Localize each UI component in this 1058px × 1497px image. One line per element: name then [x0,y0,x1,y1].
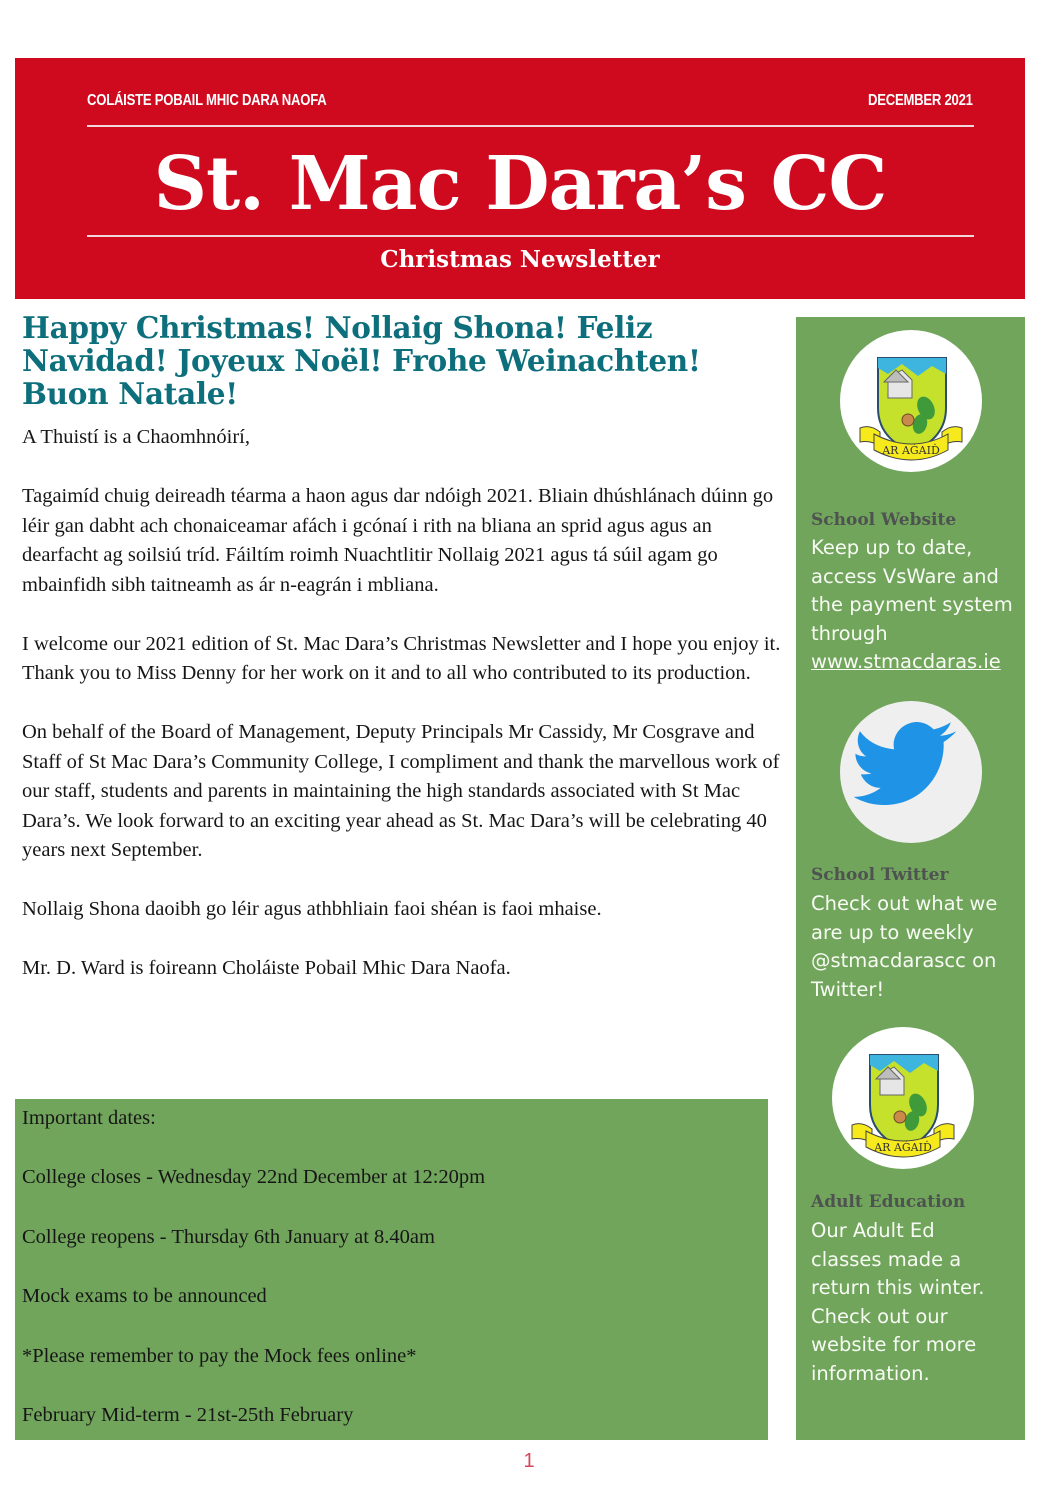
letter-salutation: A Thuistí is a Chaomhnóirí, [22,426,250,448]
school-name: COLÁISTE POBAIL MHIC DARA NAOFA [87,92,327,109]
newsletter-subtitle: Christmas Newsletter [380,246,660,273]
date-item: College closes - Wednesday 22nd December at 12:20pm [22,1166,486,1188]
letter-paragraph-welcome: I welcome our 2021 edition of St. Mac Dara’s Christmas Newsletter and I hope you enjoy it. Thank you to Miss Denny for her work on it and to all who contributed to its production. [22,632,781,684]
date-item: Mock exams to be announced [22,1285,267,1307]
twitter-handle: @stmacdarascc on [811,949,997,972]
twitter-bird-icon [840,701,982,843]
header-divider-bottom [87,235,974,237]
letter-paragraph-wishes: Nollaig Shona daoibh go léir agus athbhliain faoi shéan is faoi mhaise. [22,898,602,920]
school-crest-icon [832,1027,974,1169]
page-number: 1 [523,1450,535,1472]
newsletter-title: St. Mac Dara’s CC [153,141,887,227]
twitter-section-text: Check out what we are up to weekly @stmacdarascc on Twitter! [811,890,1021,1004]
date-item: February Mid-term - 21st-25th February [22,1404,354,1426]
date-item: College reopens - Thursday 6th January at 8.40am [22,1226,435,1248]
website-section-text: Keep up to date, access VsWare and the payment system through www.stmacdaras.ie [811,534,1021,677]
letter-paragraph-irish: Tagaimíd chuig deireadh téarma a haon agus dar ndóigh 2021. Bliain dhúshlánach dúinn go léir gan dabht ach chonaiceamar afách i gcónaí i rith na bliana an sprid agus agus an dearfacht ag soilsiú tríd. Fáiltím roimh Nuachtlitir Nollaig 2021 agus tá súil agam go mbainfidh sibh taitneamh as ár n-eagrán i mbliana. [22,485,774,596]
school-website-link[interactable]: www.stmacdaras.ie [811,650,1001,673]
letter-body [22,423,787,984]
svg-text:AR AĠAIḊ: AR AĠAIḊ [882,444,940,457]
website-section-heading: School Website [811,510,957,530]
svg-text:AR AĠAIḊ: AR AĠAIḊ [874,1141,932,1154]
letter-signature: Mr. D. Ward is foireann Choláiste Pobail Mhic Dara Naofa. [22,957,511,979]
principal-letter [22,311,787,1013]
important-dates-title: Important dates: [22,1107,156,1129]
date-item: *Please remember to pay the Mock fees online* [22,1345,417,1367]
adult-education-text: Our Adult Ed classes made a return this winter. Check out our website for more information. [811,1219,985,1385]
adult-education-heading: Adult Education [811,1192,966,1212]
christmas-greeting-heading: Happy Christmas! Nollaig Shona! Feliz Navidad! Joyeux Noël! Frohe Weinachten! Buon Natale! [22,310,701,411]
twitter-section-heading: School Twitter [811,865,949,885]
school-crest-icon [840,330,982,472]
info-sidebar [796,317,1025,1440]
newsletter-header [15,58,1025,299]
header-divider-top [87,125,974,127]
important-dates-box [15,1099,768,1440]
issue-date: DECEMBER 2021 [868,92,973,109]
letter-paragraph-thanks: On behalf of the Board of Management, Deputy Principals Mr Cassidy, Mr Cosgrave and Staff of St Mac Dara’s Community College, I compliment and thank the marvellous work of our staff, students and parents in maintaining the high standards associated with St Mac Dara’s. We look forward to an exciting year ahead as St. Mac Dara’s will be celebrating 40 years next September. [22,721,780,861]
